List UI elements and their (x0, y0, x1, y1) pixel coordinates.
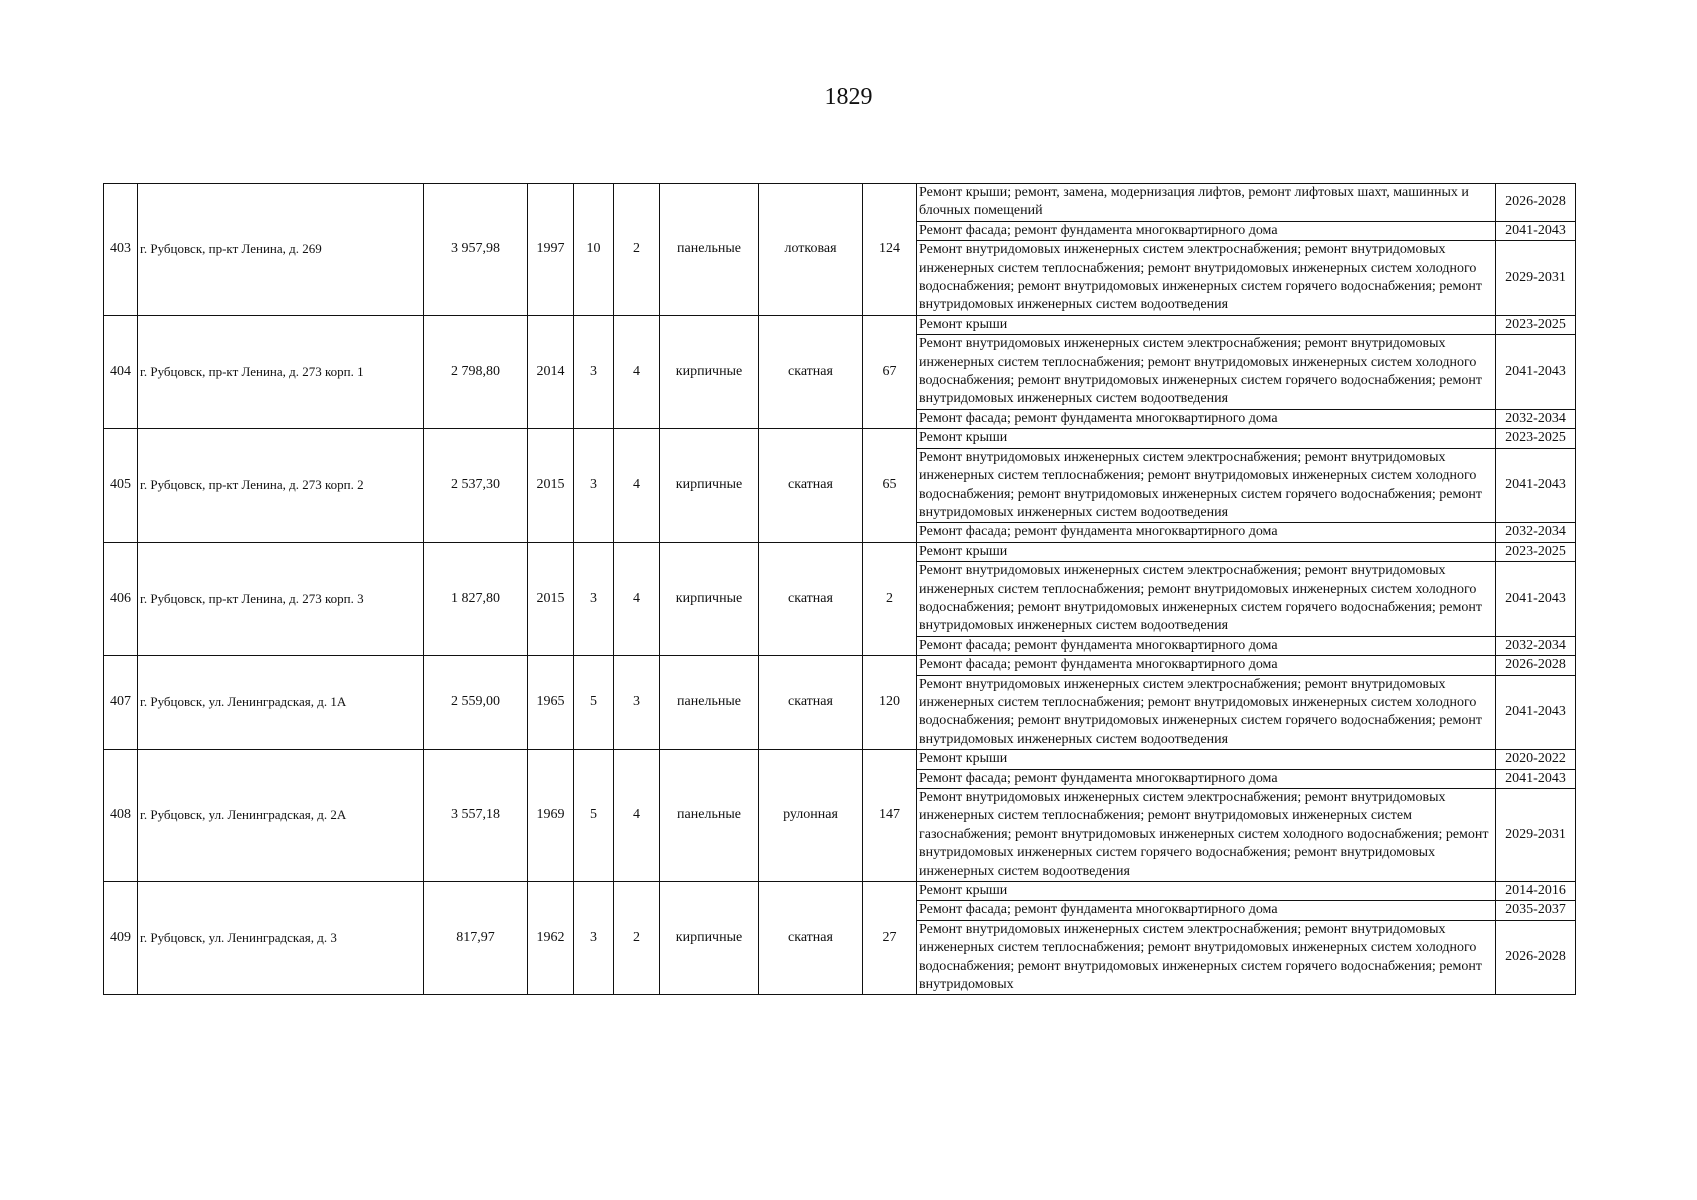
table-row (104, 429, 1576, 448)
row-number: 409 (104, 882, 138, 995)
work-period-cell: 2023-2025 (1496, 542, 1576, 561)
roof-type-cell: скатная (759, 882, 863, 995)
roof-type-cell: рулонная (759, 750, 863, 882)
page-number: 1829 (824, 84, 873, 110)
work-period-cell: 2041-2043 (1496, 769, 1576, 788)
work-period-cell: 2014-2016 (1496, 882, 1576, 901)
address-cell: г. Рубцовск, ул. Ленинградская, д. 1А (138, 656, 424, 750)
work-type-cell: Ремонт фасада; ремонт фундамента многоквартирного дома (917, 656, 1496, 675)
roof-type-cell: скатная (759, 429, 863, 542)
work-period-cell: 2023-2025 (1496, 315, 1576, 334)
entrances-cell: 3 (614, 656, 660, 750)
entrances-cell: 4 (614, 429, 660, 542)
residents-cell: 27 (863, 882, 917, 995)
work-period-cell: 2041-2043 (1496, 335, 1576, 410)
address-cell: г. Рубцовск, пр-кт Ленина, д. 269 (138, 184, 424, 316)
work-period-cell: 2032-2034 (1496, 636, 1576, 655)
year-cell: 1969 (528, 750, 574, 882)
year-cell: 1997 (528, 184, 574, 316)
work-type-cell: Ремонт внутридомовых инженерных систем электроснабжения; ремонт внутридомовых инженерных систем теплоснабжения; ремонт внутридомовых инженерных систем газоснабжения; ремонт внутридомовых инженерных систем холодного водоснабжения; ремонт внутридомовых инженерных систем горячего водоснабжения; ремонт внутридомовых инженерных систем водоотведения (917, 789, 1496, 882)
row-number: 406 (104, 542, 138, 655)
work-type-cell: Ремонт внутридомовых инженерных систем электроснабжения; ремонт внутридомовых инженерных систем теплоснабжения; ремонт внутридомовых инженерных систем холодного водоснабжения; ремонт внутридомовых инженерных систем горячего водоснабжения; ремонт внутридомовых инженерных систем водоотведения (917, 562, 1496, 637)
work-period-cell: 2041-2043 (1496, 448, 1576, 523)
table-row (104, 184, 1576, 222)
area-cell: 2 559,00 (424, 656, 528, 750)
wall-material-cell: панельные (660, 750, 759, 882)
work-type-cell: Ремонт внутридомовых инженерных систем электроснабжения; ремонт внутридомовых инженерных систем теплоснабжения; ремонт внутридомовых инженерных систем холодного водоснабжения; ремонт внутридомовых инженерных систем горячего водоснабжения; ремонт внутридомовых инженерных систем водоотведения (917, 241, 1496, 316)
work-type-cell: Ремонт крыши (917, 542, 1496, 561)
row-number: 408 (104, 750, 138, 882)
residents-cell: 120 (863, 656, 917, 750)
work-type-cell: Ремонт внутридомовых инженерных систем электроснабжения; ремонт внутридомовых инженерных систем теплоснабжения; ремонт внутридомовых инженерных систем холодного водоснабжения; ремонт внутридомовых инженерных систем горячего водоснабжения; ремонт внутридомовых (917, 920, 1496, 995)
work-period-cell: 2041-2043 (1496, 675, 1576, 750)
year-cell: 2014 (528, 315, 574, 428)
wall-material-cell: панельные (660, 184, 759, 316)
floors-cell: 5 (574, 656, 614, 750)
floors-cell: 3 (574, 315, 614, 428)
roof-type-cell: скатная (759, 542, 863, 655)
table-row (104, 542, 1576, 561)
wall-material-cell: панельные (660, 656, 759, 750)
row-number: 404 (104, 315, 138, 428)
work-type-cell: Ремонт крыши; ремонт, замена, модернизация лифтов, ремонт лифтовых шахт, машинных и блочных помещений (917, 184, 1496, 222)
work-type-cell: Ремонт внутридомовых инженерных систем электроснабжения; ремонт внутридомовых инженерных систем теплоснабжения; ремонт внутридомовых инженерных систем холодного водоснабжения; ремонт внутридомовых инженерных систем горячего водоснабжения; ремонт внутридомовых инженерных систем водоотведения (917, 675, 1496, 750)
area-cell: 3 557,18 (424, 750, 528, 882)
work-period-cell: 2020-2022 (1496, 750, 1576, 769)
work-type-cell: Ремонт фасада; ремонт фундамента многоквартирного дома (917, 221, 1496, 240)
row-number: 405 (104, 429, 138, 542)
work-period-cell: 2032-2034 (1496, 523, 1576, 542)
entrances-cell: 2 (614, 184, 660, 316)
table-row (104, 750, 1576, 769)
work-period-cell: 2026-2028 (1496, 920, 1576, 995)
wall-material-cell: кирпичные (660, 429, 759, 542)
roof-type-cell: скатная (759, 656, 863, 750)
work-period-cell: 2041-2043 (1496, 562, 1576, 637)
residents-cell: 147 (863, 750, 917, 882)
table-row (104, 656, 1576, 675)
area-cell: 1 827,80 (424, 542, 528, 655)
work-type-cell: Ремонт внутридомовых инженерных систем электроснабжения; ремонт внутридомовых инженерных систем теплоснабжения; ремонт внутридомовых инженерных систем холодного водоснабжения; ремонт внутридомовых инженерных систем горячего водоснабжения; ремонт внутридомовых инженерных систем водоотведения (917, 335, 1496, 410)
work-period-cell: 2029-2031 (1496, 241, 1576, 316)
area-cell: 2 798,80 (424, 315, 528, 428)
work-type-cell: Ремонт фасада; ремонт фундамента многоквартирного дома (917, 769, 1496, 788)
work-type-cell: Ремонт фасада; ремонт фундамента многоквартирного дома (917, 901, 1496, 920)
roof-type-cell: лотковая (759, 184, 863, 316)
area-cell: 3 957,98 (424, 184, 528, 316)
floors-cell: 10 (574, 184, 614, 316)
work-type-cell: Ремонт фасада; ремонт фундамента многоквартирного дома (917, 523, 1496, 542)
work-type-cell: Ремонт внутридомовых инженерных систем электроснабжения; ремонт внутридомовых инженерных систем теплоснабжения; ремонт внутридомовых инженерных систем холодного водоснабжения; ремонт внутридомовых инженерных систем горячего водоснабжения; ремонт внутридомовых инженерных систем водоотведения (917, 448, 1496, 523)
work-period-cell: 2026-2028 (1496, 184, 1576, 222)
work-type-cell: Ремонт крыши (917, 429, 1496, 448)
housing-registry-table (103, 183, 1576, 995)
wall-material-cell: кирпичные (660, 315, 759, 428)
entrances-cell: 4 (614, 315, 660, 428)
work-type-cell: Ремонт фасада; ремонт фундамента многоквартирного дома (917, 636, 1496, 655)
work-period-cell: 2023-2025 (1496, 429, 1576, 448)
residents-cell: 67 (863, 315, 917, 428)
address-cell: г. Рубцовск, пр-кт Ленина, д. 273 корп. 3 (138, 542, 424, 655)
work-period-cell: 2026-2028 (1496, 656, 1576, 675)
floors-cell: 5 (574, 750, 614, 882)
floors-cell: 3 (574, 429, 614, 542)
table-row (104, 315, 1576, 334)
floors-cell: 3 (574, 542, 614, 655)
address-cell: г. Рубцовск, пр-кт Ленина, д. 273 корп. 2 (138, 429, 424, 542)
address-cell: г. Рубцовск, ул. Ленинградская, д. 2А (138, 750, 424, 882)
work-type-cell: Ремонт фасада; ремонт фундамента многоквартирного дома (917, 409, 1496, 428)
table-row (104, 882, 1576, 901)
year-cell: 1962 (528, 882, 574, 995)
work-period-cell: 2035-2037 (1496, 901, 1576, 920)
floors-cell: 3 (574, 882, 614, 995)
row-number: 407 (104, 656, 138, 750)
table-body (104, 184, 1576, 995)
work-period-cell: 2032-2034 (1496, 409, 1576, 428)
residents-cell: 2 (863, 542, 917, 655)
entrances-cell: 2 (614, 882, 660, 995)
entrances-cell: 4 (614, 750, 660, 882)
residents-cell: 65 (863, 429, 917, 542)
residents-cell: 124 (863, 184, 917, 316)
work-type-cell: Ремонт крыши (917, 882, 1496, 901)
area-cell: 817,97 (424, 882, 528, 995)
address-cell: г. Рубцовск, ул. Ленинградская, д. 3 (138, 882, 424, 995)
work-period-cell: 2029-2031 (1496, 789, 1576, 882)
year-cell: 2015 (528, 542, 574, 655)
wall-material-cell: кирпичные (660, 882, 759, 995)
area-cell: 2 537,30 (424, 429, 528, 542)
year-cell: 2015 (528, 429, 574, 542)
work-type-cell: Ремонт крыши (917, 315, 1496, 334)
wall-material-cell: кирпичные (660, 542, 759, 655)
row-number: 403 (104, 184, 138, 316)
address-cell: г. Рубцовск, пр-кт Ленина, д. 273 корп. 1 (138, 315, 424, 428)
work-period-cell: 2041-2043 (1496, 221, 1576, 240)
work-type-cell: Ремонт крыши (917, 750, 1496, 769)
year-cell: 1965 (528, 656, 574, 750)
roof-type-cell: скатная (759, 315, 863, 428)
entrances-cell: 4 (614, 542, 660, 655)
